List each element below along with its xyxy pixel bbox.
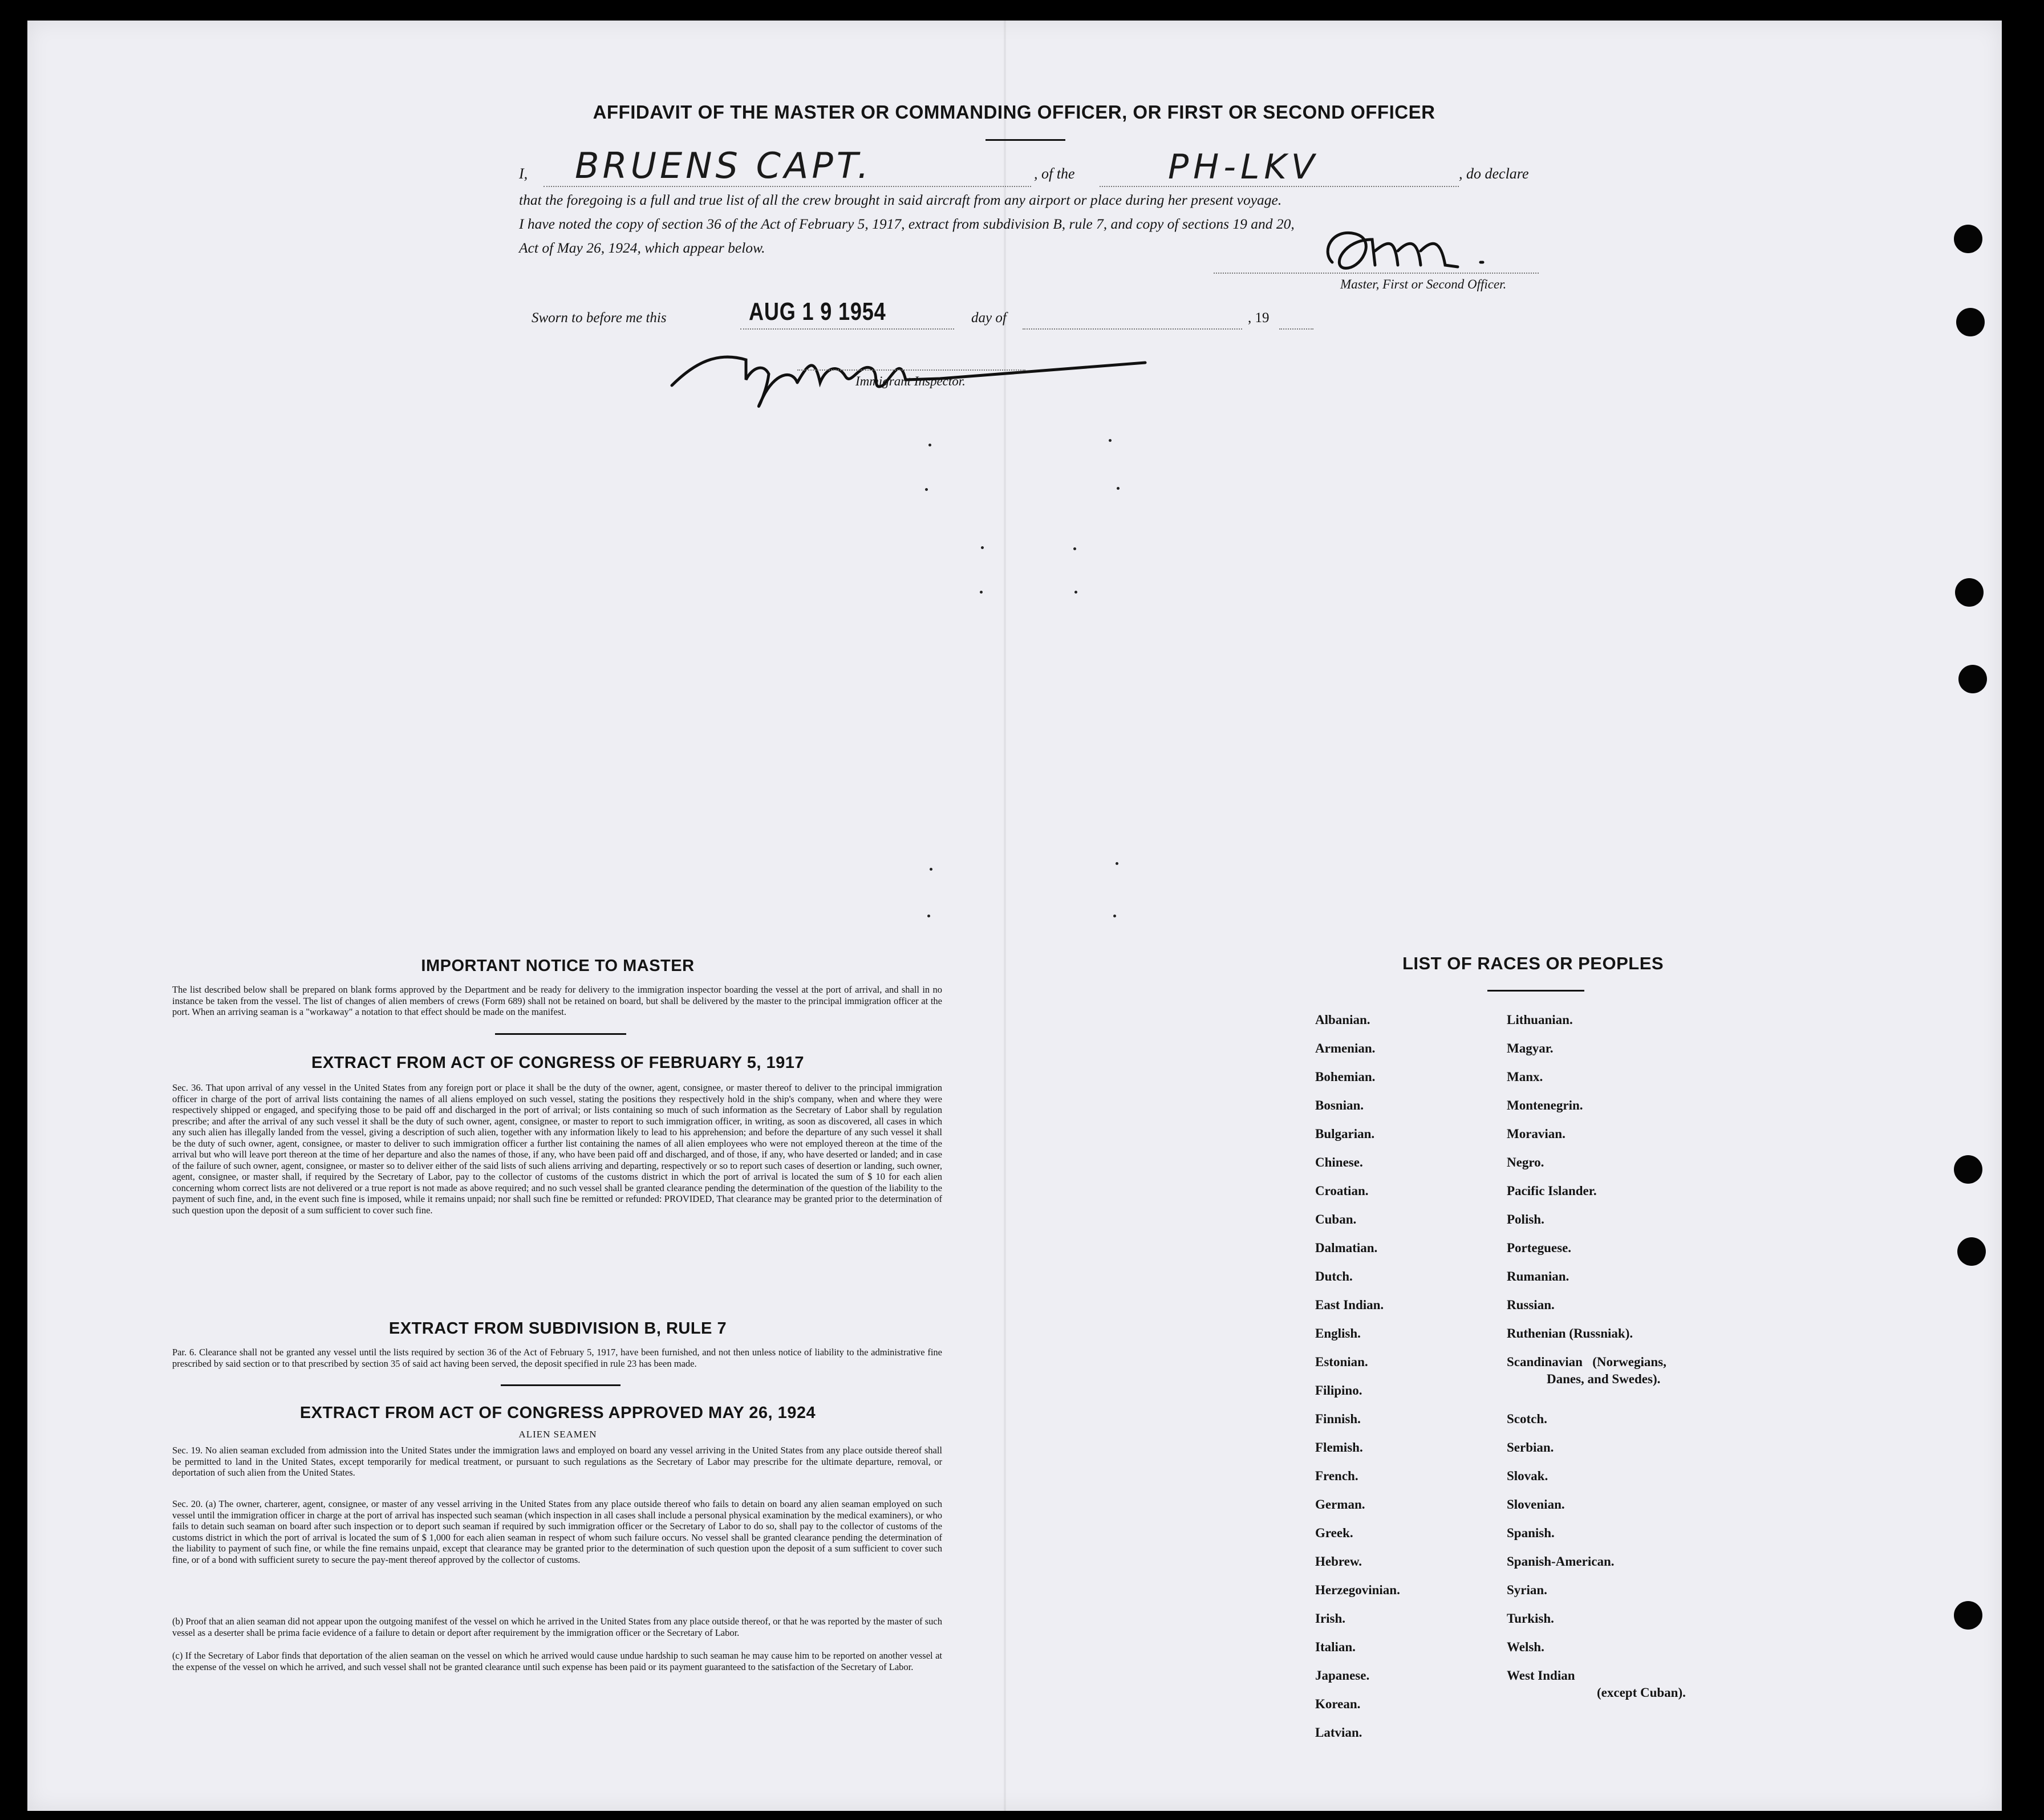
- punch-hole: [1954, 1155, 1982, 1184]
- race-item: Serbian.: [1507, 1440, 1554, 1455]
- speck: [1109, 439, 1112, 442]
- race-item: Polish.: [1507, 1212, 1544, 1226]
- race-item: Scandinavian (Norwegians,: [1507, 1355, 1666, 1369]
- race-item: Albanian.: [1315, 1013, 1370, 1027]
- race-item: Montenegrin.: [1507, 1098, 1583, 1112]
- year-line: [1279, 328, 1313, 330]
- race-item: Pacific Islander.: [1507, 1184, 1597, 1198]
- punch-hole: [1958, 665, 1987, 693]
- name-line: [544, 186, 1031, 187]
- race-item: Ruthenian (Russniak).: [1507, 1326, 1633, 1340]
- race-item: Dutch.: [1315, 1269, 1353, 1283]
- race-item: Bohemian.: [1315, 1070, 1376, 1084]
- race-item: Armenian.: [1315, 1041, 1376, 1055]
- extract-1917-text: Sec. 36. That upon arrival of any vessel in the United States from any foreign port or place it shall be the duty of the owner, agent, consignee, or master thereof to deliver to the principal immigration officer in charge of the port of arrival lists containing the names of all aliens employed on such vessel, stating the positions they respectively hold in the ship's company, when and where they were respectively shipped or engaged, and specifying those to be paid off and discharged in the port of arrival; or lists containing so much of such information as the Secretary of Labor shall by regulation prescribe; and after the arrival of any such vessel it shall be the duty of such owner, agent, consignee, or master to report to such immigration officer, in writing, as soon as discovered, all cases in which any such alien has illegally landed from the vessel, giving a description of such alien, together with any information likely to lead to his apprehension; and before the departure of any such vessel it shall be the duty of such owner, agent, consignee, or master to deliver to such immigration officer a further list containing the names of all alien employees who were not employed thereon at the time of the arrival but who will leave port thereon at the time of her departure and also the names of those, if any, who have been paid off and discharged, and of those, if any, who have deserted or landed; and in case of the failure of such owner, agent, consignee, or master so to deliver either of the said lists of such aliens arriving and departing, respectively or so to report such cases of desertion or landing, such owner, agent, consignee, or master shall, if required by the Secretary of Labor, pay to the collector of customs of the customs district in which the port of arrival is located the sum of $ 10 for each alien concerning whom correct lists are not delivered or a true report is not made as above required; and no such vessel shall be granted clearance pending the determination of the question of the liability to the payment of such fine, and, in the event such fine is imposed, while it remains unpaid; nor shall such fine be remitted or refunded: PROVIDED, That clearance may be granted prior to the determination of such question upon the deposit of a sum sufficient to cover such fine.: [172, 1082, 942, 1216]
- race-item: Finnish.: [1315, 1412, 1361, 1426]
- race-item: French.: [1315, 1469, 1358, 1483]
- race-item: Russian.: [1507, 1298, 1555, 1312]
- speck: [1074, 591, 1077, 594]
- punch-hole: [1957, 1237, 1986, 1266]
- punch-hole: [1954, 225, 1982, 253]
- extract-1924-subtitle: ALIEN SEAMEN: [518, 1429, 597, 1440]
- race-item: Japanese.: [1315, 1668, 1370, 1683]
- inspector-caption: Immigrant Inspector.: [855, 374, 966, 388]
- races-title: LIST OF RACES OR PEOPLES: [1402, 953, 1664, 973]
- race-item: Turkish.: [1507, 1611, 1554, 1626]
- rule7-rule: [501, 1384, 620, 1386]
- race-item: Slovak.: [1507, 1469, 1548, 1483]
- race-item: West Indian: [1507, 1668, 1575, 1683]
- signature-caption: Master, First or Second Officer.: [1340, 277, 1507, 291]
- race-item: Slovenian.: [1507, 1497, 1565, 1512]
- race-item-continuation: (except Cuban).: [1597, 1685, 1686, 1700]
- i-label: I,: [519, 165, 528, 182]
- race-item: German.: [1315, 1497, 1365, 1512]
- inspector-line: [797, 369, 1025, 371]
- sec20c-text: (c) If the Secretary of Labor finds that deportation of the alien seaman on the vessel on which he arrived would cause undue hardship to such seaman he may cause him to be reported on another vessel at the expense of the vessel on which he arrived, and such vessel shall not be granted clearance until such expense has been paid or its payment guaranteed to the satisfaction of the Secretary of Labor.: [172, 1650, 942, 1672]
- notice-rule: [495, 1033, 626, 1035]
- notice-title: IMPORTANT NOTICE TO MASTER: [421, 957, 695, 975]
- sworn-label: Sworn to before me this: [532, 310, 667, 326]
- sec20b-text: (b) Proof that an alien seaman did not appear upon the outgoing manifest of the vessel on which he arrived in the United States from any place outside thereof, or that he was reported by the master of such vessel as a deserter shall be prima facie evidence of a failure to detain or deport after requirement by the immigration officer or the Secretary of Labor.: [172, 1616, 942, 1638]
- race-item: East Indian.: [1315, 1298, 1384, 1312]
- race-item: Welsh.: [1507, 1640, 1544, 1654]
- rule7-title: EXTRACT FROM SUBDIVISION B, RULE 7: [388, 1319, 727, 1338]
- speck: [927, 915, 930, 917]
- speck: [1116, 862, 1118, 865]
- master-signature: [1309, 217, 1555, 285]
- race-item: Cuban.: [1315, 1212, 1357, 1226]
- do-declare-label: , do declare: [1459, 165, 1529, 182]
- punch-hole: [1954, 1601, 1982, 1630]
- race-item: Dalmatian.: [1315, 1241, 1378, 1255]
- race-item: Greek.: [1315, 1526, 1353, 1540]
- speck: [928, 444, 931, 446]
- affidavit-title: AFFIDAVIT OF THE MASTER OR COMMANDING OFFICER, OR FIRST OR SECOND OFFICER: [593, 101, 1435, 123]
- affidavit-line2: that the foregoing is a full and true list of all the crew brought in said aircraft from any airport or place during her present voyage.: [519, 192, 1282, 208]
- fold-crease: [1004, 21, 1006, 1811]
- race-item: Manx.: [1507, 1070, 1543, 1084]
- sec19-text: Sec. 19. No alien seaman excluded from admission into the United States under the immigration laws and employed on board any vessel arriving in the United States from any place outside thereof shall be permitted to land in the United States, except temporarily for medical treatment, or pursuant to such regulations as the Secretary of Labor may prescribe for the ultimate departure, removal, or deportation of such alien from the United States.: [172, 1445, 942, 1478]
- title-rule: [986, 139, 1065, 141]
- race-item: Latvian.: [1315, 1725, 1362, 1740]
- affidavit-line3: I have noted the copy of section 36 of the Act of February 5, 1917, extract from subdivision B, rule 7, and copy of sections 19 and 20,: [519, 216, 1295, 232]
- rule7-text: Par. 6. Clearance shall not be granted any vessel until the lists required by section 36 of the Act of February 5, 1917, have been furnished, and not then unless notice of liability to the administrative fine prescribed by said section or to that prescribed by section 35 of said act having been served, the deposit specified in rule 23 has been made.: [172, 1347, 942, 1369]
- race-item: Spanish.: [1507, 1526, 1555, 1540]
- document-page: [27, 21, 2002, 1811]
- race-item: Chinese.: [1315, 1155, 1363, 1169]
- race-item: English.: [1315, 1326, 1361, 1340]
- speck: [980, 591, 983, 594]
- race-item: Moravian.: [1507, 1127, 1566, 1141]
- race-item: Bosnian.: [1315, 1098, 1364, 1112]
- aircraft-handwritten: PH-LKV: [1168, 147, 1319, 187]
- race-item: Hebrew.: [1315, 1554, 1362, 1569]
- races-rule: [1487, 990, 1584, 992]
- race-item: Negro.: [1507, 1155, 1544, 1169]
- master-name-handwritten: BRUENS CAPT.: [575, 145, 872, 186]
- of-the-label: , of the: [1034, 165, 1075, 182]
- signature-line: [1214, 273, 1539, 274]
- race-item: Scotch.: [1507, 1412, 1547, 1426]
- speck: [981, 546, 984, 549]
- speck: [1073, 547, 1076, 550]
- race-item: Rumanian.: [1507, 1269, 1570, 1283]
- race-item: Syrian.: [1507, 1583, 1547, 1597]
- extract-1924-title: EXTRACT FROM ACT OF CONGRESS APPROVED MAY 26, 1924: [299, 1404, 816, 1422]
- race-item: Spanish-American.: [1507, 1554, 1615, 1569]
- race-item: Korean.: [1315, 1697, 1361, 1711]
- race-item: Croatian.: [1315, 1184, 1369, 1198]
- stamp-date: AUG 1 9 1954: [749, 298, 886, 326]
- race-item: Estonian.: [1315, 1355, 1368, 1369]
- race-item: Irish.: [1315, 1611, 1346, 1626]
- race-item: Italian.: [1315, 1640, 1356, 1654]
- notice-text: The list described below shall be prepared on blank forms approved by the Department and be ready for delivery to the immigration inspector boarding the vessel at the port of arrival, and shall in no instance be taken from the vessel. The list of changes of alien members of crews (Form 689) shall not be retained on board, but shall be delivered by the master to the principal immigration officer at the port. When an arriving seaman is a "workaway" a notation to that effect should be made on the manifest.: [172, 984, 942, 1017]
- race-item: Lithuanian.: [1507, 1013, 1573, 1027]
- speck: [930, 868, 932, 871]
- race-item: Flemish.: [1315, 1440, 1363, 1455]
- affidavit-line4: Act of May 26, 1924, which appear below.: [519, 239, 765, 256]
- race-item: Magyar.: [1507, 1041, 1554, 1055]
- race-item: Filipino.: [1315, 1383, 1362, 1398]
- year-label: , 19: [1248, 310, 1270, 326]
- sec20a-text: Sec. 20. (a) The owner, charterer, agent, consignee, or master of any vessel arriving in the United States from any place outside thereof who fails to detain on board any alien seaman employed on such vessel until the immigration officer in charge at the port of arrival has inspected such seaman (which inspection in all cases shall include a personal physical examination by the medical examiners), or who fails to detain such seaman on board after such inspection or to deport such seaman if required by such immigration officer or the Secretary of Labor to do so, shall pay to the collector of customs of the customs district in which the port of arrival is located the sum of $ 1,000 for each alien seaman in respect of whom such failure occurs. No vessel shall be granted clearance pending the determination of the liability to payment of such fine, or while the fine remains unpaid, except that clearance may be granted prior to the determination of such question upon the deposit of a sum sufficient to cover such fine, or of a bond with sufficient surety to secure the pay-ment thereof approved by the collector of customs.: [172, 1498, 942, 1565]
- aircraft-line: [1100, 186, 1459, 187]
- race-item: Bulgarian.: [1315, 1127, 1375, 1141]
- punch-hole: [1955, 578, 1984, 607]
- extract-1917-title: EXTRACT FROM ACT OF CONGRESS OF FEBRUARY 5, 1917: [311, 1054, 805, 1072]
- speck: [925, 488, 928, 491]
- race-item: Herzegovinian.: [1315, 1583, 1400, 1597]
- punch-hole: [1956, 308, 1985, 336]
- speck: [1113, 915, 1116, 917]
- speck: [1117, 487, 1120, 490]
- day-of-label: day of: [971, 310, 1007, 326]
- race-item-continuation: Danes, and Swedes).: [1547, 1372, 1661, 1386]
- race-item: Porteguese.: [1507, 1241, 1572, 1255]
